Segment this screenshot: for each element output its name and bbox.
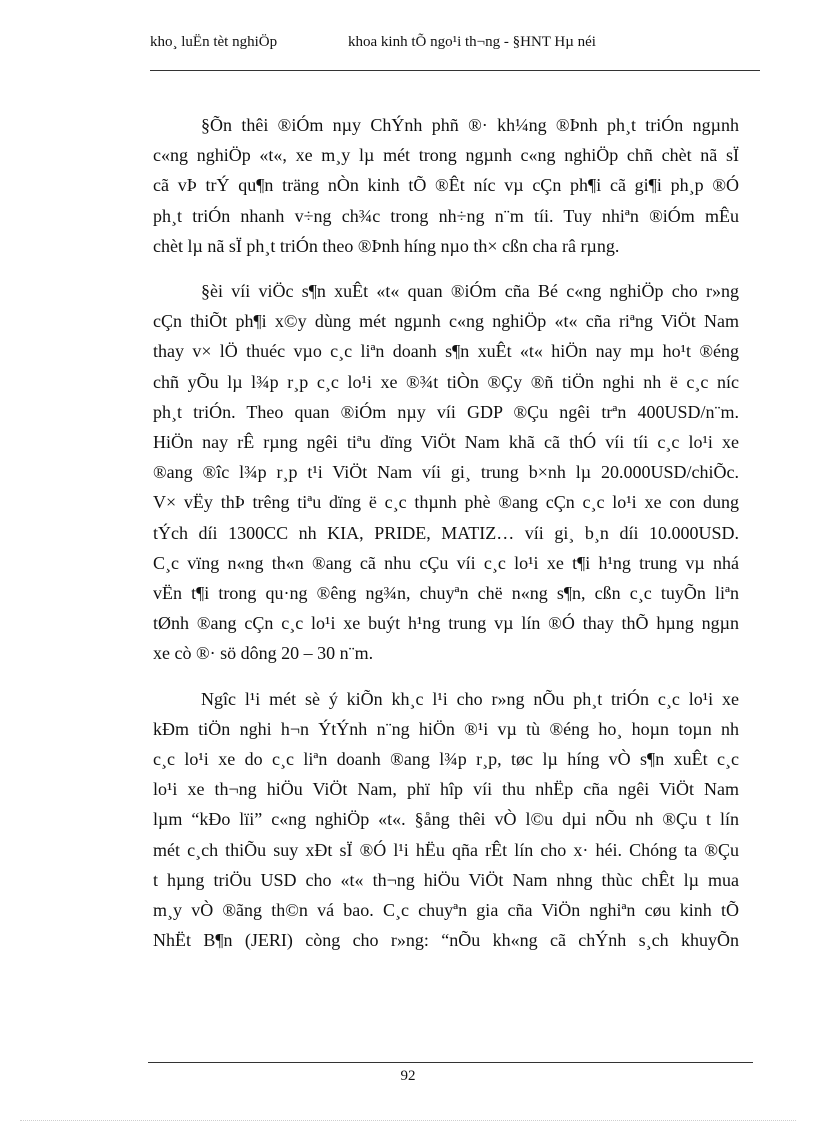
paragraph-2 <box>153 276 739 669</box>
page-number: 92 <box>400 1068 416 1084</box>
text-line: mét c¸ch thiÕu suy xÐt sÏ ®Ó l¹i hËu qña rÊt lín cho x· héi. Chóng ta ®Çu <box>153 839 739 860</box>
text-line: lo¹i xe th¬ng hiÖu ViÖt Nam, phï hîp víi thu nhËp cña ngêi ViÖt Nam <box>153 779 739 800</box>
text-line: HiÖn nay rÊ rµng ngêi tiªu dïng ViÖt Nam khã cã thÓ víi tíi c¸c lo¹i xe <box>153 432 739 453</box>
text-line: ph¸t triÓn. Theo quan ®iÓm nµy víi GDP ®Çu ngêi trªn 400USD/n¨m. <box>153 401 739 422</box>
text-line: chèt lµ nã sÏ ph¸t triÓn theo ®Þnh híng nµo th× cßn cha râ rµng. <box>153 235 620 256</box>
text-line: C¸c vïng n«ng th«n ®ang cã nhu cÇu víi c¸c lo¹i xe t¶i h¹ng trung vµ nhá <box>153 552 739 573</box>
text-line: §Õn thêi ®iÓm nµy ChÝnh phñ ®· kh¼ng ®Þnh ph¸t triÓn ngµnh <box>201 115 739 135</box>
text-line: cÇn thiÕt ph¶i x©y dùng mét ngµnh c«ng nghiÖp «t« cña riªng ViÖt Nam <box>153 311 739 332</box>
text-line: xe cò ®· sö dông 20 – 30 n¨m. <box>153 643 374 664</box>
paragraph-1 <box>153 110 739 261</box>
text-line: lµm “kÐo lïi” c«ng nghiÖp «t«. §ång thêi vÒ l©u dµi nÕu nh ®Çu t lín <box>153 809 739 830</box>
text-line: t hµng triÖu USD cho «t« th¬ng hiÖu ViÖt Nam nhng thùc chÊt lµ mua <box>153 869 739 890</box>
text-line: chñ yÕu lµ l¾p r¸p c¸c lo¹i xe ®¾t tiÒn ®Çy ®ñ tiÖn nghi nh ë c¸c níc <box>153 371 739 392</box>
text-line: m¸y vÒ ®ãng th©n vá bao. C¸c chuyªn gia cña ViÖn nghiªn cøu kinh tÕ <box>153 900 739 921</box>
page-edge-dotted-line <box>20 1120 796 1121</box>
text-line: ®ang ®îc l¾p r¸p t¹i ViÖt Nam víi gi¸ trung b×nh lµ 20.000USD/chiÕc. <box>153 462 739 483</box>
text-line: cã vÞ trÝ qu¶n träng nÒn kinh tÕ ®Êt níc vµ cÇn ph¶i cã gi¶i ph¸p ®Ó <box>153 175 739 196</box>
header-thesis-label: kho¸ luËn tèt nghiÖp <box>150 34 278 50</box>
text-line: kÐm tiÖn nghi h¬n ÝtÝnh n¨ng hiÖn ®¹i vµ tù ®éng ho¸ hoµn toµn nh <box>153 718 739 739</box>
header-faculty-label: khoa kinh tÕ ngo¹i th¬ng - §HNT Hµ néi <box>348 34 596 50</box>
text-line: c¸c lo¹i xe do c¸c liªn doanh ®ang l¾p r¸p, tøc lµ híng vÒ s¶n xuÊt c¸c <box>153 749 739 770</box>
footer-rule <box>148 1062 753 1063</box>
page-header <box>150 34 760 58</box>
text-line: c«ng nghiÖp «t«, xe m¸y lµ mét trong ngµnh c«ng nghiÖp chñ chèt nã sÏ <box>153 145 739 166</box>
text-line: vËn t¶i trong qu·ng ®êng ng¾n, chuyªn chë n«ng s¶n, cßn c¸c tuyÕn liªn <box>153 583 739 604</box>
text-line: tØnh ®ang cÇn c¸c lo¹i xe buýt h¹ng trung vµ lín ®Ó thay thÕ hµng ngµn <box>153 613 739 634</box>
text-line: tÝch díi 1300CC nh KIA, PRIDE, MATIZ… víi gi¸ b¸n díi 10.000USD. <box>153 522 739 543</box>
text-line: ph¸t triÓn nhanh v÷ng ch¾c trong nh÷ng n¨m tíi. Tuy nhiªn ®iÓm mÊu <box>153 205 739 226</box>
text-line: Ngîc l¹i mét sè ý kiÕn kh¸c l¹i cho r»ng nÕu ph¸t triÓn c¸c lo¹i xe <box>201 688 739 709</box>
text-line: thay v× lÖ thuéc vµo c¸c liªn doanh s¶n xuÊt «t« hiÖn nay mµ ho¹t ®éng <box>153 341 739 362</box>
text-line: NhËt B¶n (JERI) còng cho r»ng: “nÕu kh«ng cã chÝnh s¸ch khuyÕn <box>153 930 739 951</box>
text-line: V× vËy thÞ trêng tiªu dïng ë c¸c thµnh phè ®ang cÇn c¸c lo¹i xe con dung <box>153 492 739 513</box>
body-text <box>153 110 739 970</box>
header-rule <box>150 70 760 71</box>
paragraph-3 <box>153 684 739 956</box>
text-line: §èi víi viÖc s¶n xuÊt «t« quan ®iÓm cña Bé c«ng nghiÖp cho r»ng <box>201 281 739 302</box>
